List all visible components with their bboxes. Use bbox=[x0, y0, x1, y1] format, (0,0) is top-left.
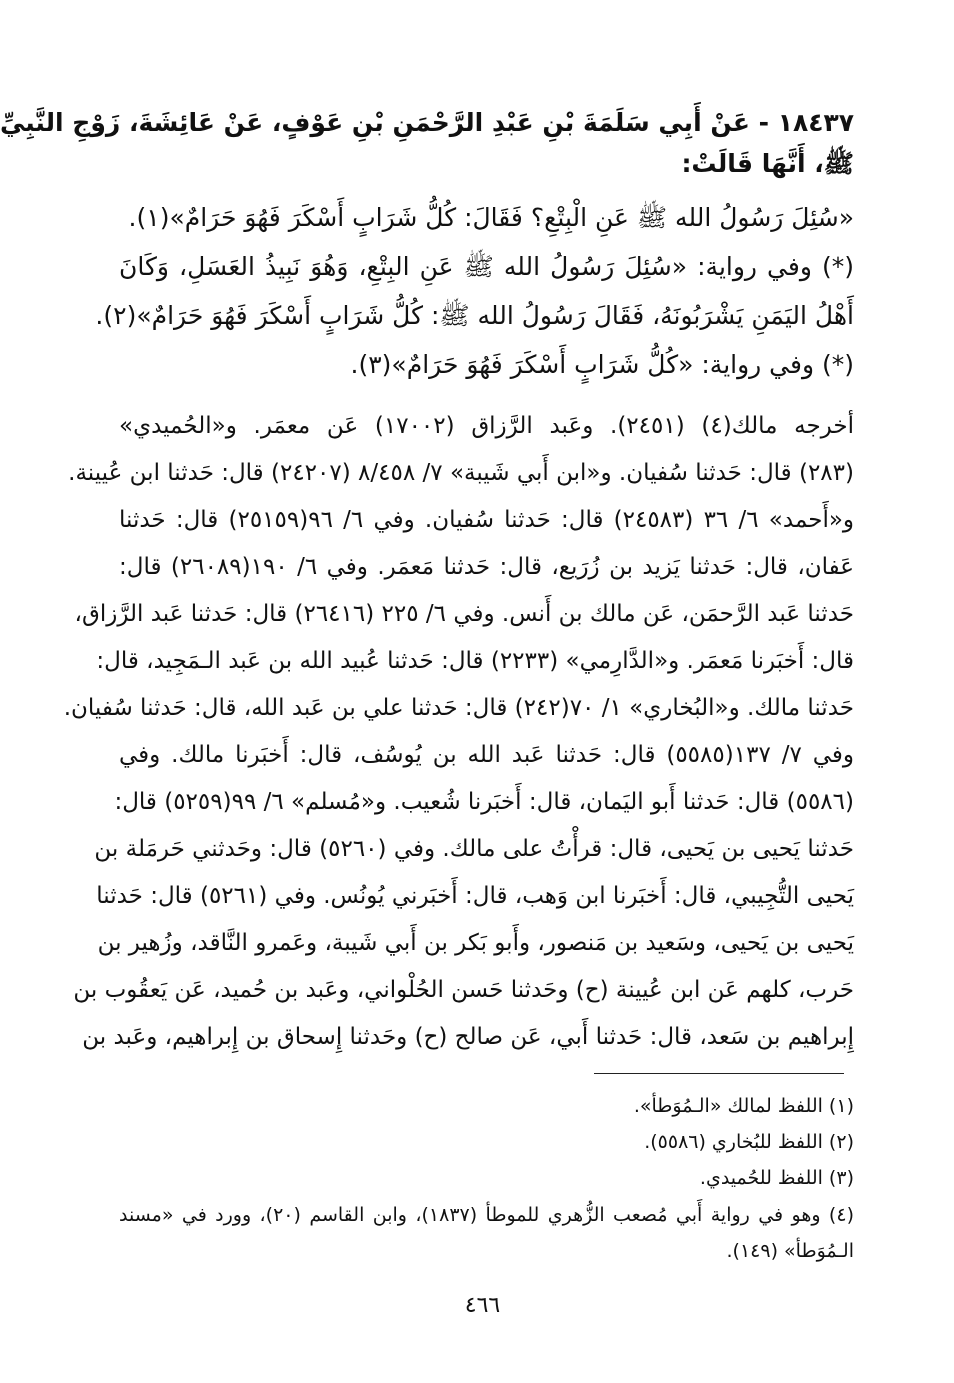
takhrij-line: قال: أَخبَرنا مَعمَر. و«الدَّارِمي» (٢٢٣٣) قال: حَدثنا عُبيد الله بن عَبد الـمَجِيد، قال: bbox=[96, 648, 854, 674]
footnote-3: (٣) اللفظ للحُميدي. bbox=[699, 1167, 854, 1189]
takhrij-line: حَرب، كلهم عَن ابن عُيينة (ح) وحَدثنا حَسن الحُلْواني، وعَبد بن حُميد، عَن يَعقُوب بن bbox=[73, 977, 854, 1003]
riwaya-1-line-2: أَهْلُ اليَمَنِ يَشْرَبُونَهُ، فَقَالَ رَسُولُ الله ﷺ: كُلُّ شَرَابٍ أَسْكَرَ فَهُوَ حَرَامٌ»(٢). bbox=[95, 301, 854, 330]
takhrij-line: وفي ٧/ ١٣٧(٥٥٨٥) قال: حَدثنا عَبد الله بن يُوسُف، قال: أَخبَرنا مالك. وفي bbox=[119, 742, 854, 768]
takhrij-line: (٢٨٣) قال: حَدثنا سُفيان. و«ابن أَبي شَيبة» ٧/ ٨/٤٥٨ (٢٤٢٠٧) قال: حَدثنا ابن عُيينة. bbox=[68, 460, 854, 486]
takhrij-line: حَدثنا يَحيى بن يَحيى، قال: قرأْتُ على مالك. وفي (٥٢٦٠) قال: وحَدثني حَرمَلة بن bbox=[94, 836, 854, 862]
footnote-1: (١) اللفظ لمالك «الـمُوَطأ». bbox=[633, 1095, 854, 1117]
hadith-number-line-1: ١٨٤٣٧ - عَنْ أَبِي سَلَمَةَ بْنِ عَبْدِ الرَّحْمَنِ بْنِ عَوْفٍ، عَنْ عَائِشَةَ، زَوْجِ النَّبِيِّ bbox=[0, 108, 854, 137]
takhrij-line: أخرجه مالك(٤) (٢٤٥١). وعَبد الرَّزاق (١٧٠٠٢) عَن معمَر. و«الحُميدي» bbox=[119, 413, 854, 439]
hadith-number-line-2: ﷺ، أَنَّهَا قَالَتْ: bbox=[681, 149, 854, 178]
page-number: ٤٦٦ bbox=[464, 1293, 501, 1318]
takhrij-line: يَحيى التُّجِيبي، قال: أَخبَرنا ابن وَهب، قال: أَخبَرني يُونُس. وفي (٥٢٦١) قال: حَدثنا bbox=[96, 883, 854, 909]
riwaya-1-line-1: (*) وفي رواية: «سُئِلَ رَسُولُ الله ﷺ عَنِ البِتْعِ، وَهُوَ نَبِيذُ العَسَلِ، وَكَانَ bbox=[119, 252, 854, 281]
hadith-matn: «سُئِلَ رَسُولُ الله ﷺ عَنِ الْبِتْعِ؟ فَقَالَ: كُلُّ شَرَابٍ أَسْكَرَ فَهُوَ حَرَامٌ»(١). bbox=[128, 203, 854, 232]
takhrij-line: حَدثنا مالك. و«البُخاري» ١/ ٧٠(٢٤٢) قال: حَدثنا علي بن عَبد الله، قال: حَدثنا سُفيان. bbox=[63, 695, 854, 721]
riwaya-2-line-1: (*) وفي رواية: «كُلُّ شَرَابٍ أَسْكَرَ فَهُوَ حَرَامٌ»(٣). bbox=[350, 350, 854, 379]
takhrij-line: عَفان، قال: حَدثنا يَزيد بن زُرَيع، قال: حَدثنا مَعمَر. وفي ٦/ ١٩٠(٢٦٠٨٩) قال: bbox=[119, 554, 854, 580]
takhrij-line: يَحيى بن يَحيى، وسَعيد بن مَنصور، وأَبو بَكر بن أَبي شَيبة، وعَمرو النَّاقد، وزُهير بن bbox=[97, 930, 854, 956]
footnote-4-line-1: (٤) وهو في رواية أَبي مُصعب الزُّهري للموطأ (١٨٣٧)، وابن القاسم (٢٠)، وورد في «مسند bbox=[119, 1204, 854, 1226]
footnote-4-line-2: الـمُوَطأ» (١٤٩). bbox=[726, 1240, 854, 1262]
footnote-2: (٢) اللفظ للبُخاري (٥٥٨٦). bbox=[644, 1131, 854, 1153]
takhrij-line: إِبراهيم بن سَعد، قال: حَدثنا أَبي، عَن صالح (ح) وحَدثنا إِسحاق بن إِبراهيم، وعَبد بن bbox=[82, 1024, 854, 1050]
takhrij-line: و«أَحمد» ٦/ ٣٦ (٢٤٥٨٣) قال: حَدثنا سُفيان. وفي ٦/ ٩٦(٢٥١٥٩) قال: حَدثنا bbox=[119, 507, 855, 533]
takhrij-line: (٥٥٨٦) قال: حَدثنا أَبو اليَمان، قال: أَخبَرنا شُعيب. و«مُسلم» ٦/ ٩٩(٥٢٥٩) قال: bbox=[114, 789, 854, 815]
footnote-divider bbox=[594, 1073, 844, 1074]
takhrij-line: حَدثنا عَبد الرَّحمَن، عَن مالك بن أَنس. وفي ٦/ ٢٢٥ (٢٦٤١٦) قال: حَدثنا عَبد الرَّزاق، bbox=[74, 601, 854, 627]
